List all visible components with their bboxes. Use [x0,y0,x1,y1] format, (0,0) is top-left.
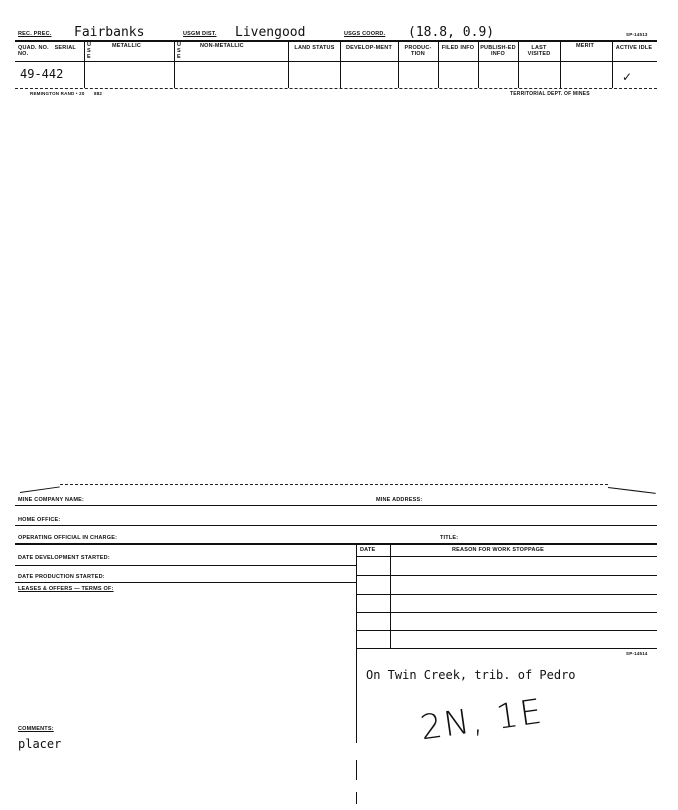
divider [340,40,341,88]
col-published-info: PUBLISH-ED INFO [480,45,516,57]
divider [288,40,289,88]
mine-address-label: MINE ADDRESS: [376,497,423,503]
rule-official [15,543,657,545]
card-edge-curve-left [20,486,60,493]
reason-col-label: REASON FOR WORK STOPPAGE [452,547,544,553]
col-serial-no: SERIAL NO. [18,45,76,57]
header-bottom-rule [15,88,657,89]
date-production-started-label: DATE PRODUCTION STARTED: [18,574,105,580]
stoppage-rule [357,575,657,576]
col-quad-serial [18,45,78,57]
stoppage-rule [357,594,657,595]
divider [398,40,399,88]
lower-divider [356,792,357,804]
stoppage-rule [357,648,657,649]
printer-label: REMINGTON RAND • 20 [30,91,85,96]
printer-code: 882 [94,91,103,96]
comments-label: COMMENTS: [18,726,54,732]
lower-divider [356,760,357,780]
stoppage-rule [357,556,657,557]
col-land-status: LAND STATUS [294,45,335,51]
divider [478,40,479,88]
col-production: PRODUC-TION [404,45,432,57]
usgs-coord-value: (18.8, 0.9) [408,25,495,40]
usgs-coord-label: USGS COORD. [344,31,386,37]
col-merit: MERIT [575,43,595,49]
col-filed-info: FILED INFO [441,45,475,51]
top-footer-right: TERRITORIAL DEPT. OF MINES [510,91,590,97]
date-development-started-label: DATE DEVELOPMENT STARTED: [18,555,110,561]
stoppage-rule [357,612,657,613]
rule-company [15,505,657,506]
divider [518,40,519,88]
rule-prod-started [15,582,356,583]
card-edge-curve-right [608,487,656,494]
center-divider [356,543,357,743]
col-development: DEVELOP-MENT [345,45,393,51]
rule-home-office [15,525,657,526]
col-use-2: USE [177,42,182,60]
top-form-number: SP-14513 [626,32,648,37]
date-col-label: DATE [360,547,376,553]
quad-serial-value: 49-442 [20,67,64,81]
bottom-form-number: SP-14514 [626,651,648,656]
leases-offers-label: LEASES & OFFERS — TERMS OF: [18,586,114,592]
usgm-dist-label: USGM DIST. [183,31,217,37]
location-note: On Twin Creek, trib. of Pedro [366,668,576,682]
col-metallic: METALLIC [112,43,141,49]
col-active-idle: ACTIVE IDLE [615,45,653,51]
divider [560,40,561,88]
operating-official-label: OPERATING OFFICIAL IN CHARGE: [18,535,118,541]
divider [174,40,175,88]
rule-dev-started [15,565,356,566]
divider [612,40,613,88]
top-footer-left [30,91,102,96]
divider [84,40,85,88]
rec-prec-label: REC. PREC. [18,31,52,37]
home-office-label: HOME OFFICE: [18,517,61,523]
title-label: TITLE: [440,535,459,541]
col-quad-no: QUAD. NO. [18,45,49,51]
date-col-divider [390,543,391,648]
comments-value: placer [18,737,62,751]
rec-prec-value: Fairbanks [74,25,145,40]
usgm-dist-value: Livengood [235,25,306,40]
active-idle-checkmark: ✓ [622,70,633,84]
handwritten-township-note: 2N, 1E [417,691,546,749]
col-last-visited: LAST VISITED [527,45,551,57]
col-use-1: USE [87,42,92,60]
mine-company-name-label: MINE COMPANY NAME: [18,497,85,503]
stoppage-rule [357,630,657,631]
col-non-metallic: NON-METALLIC [200,43,244,49]
divider [438,40,439,88]
card-top-edge [60,484,608,485]
